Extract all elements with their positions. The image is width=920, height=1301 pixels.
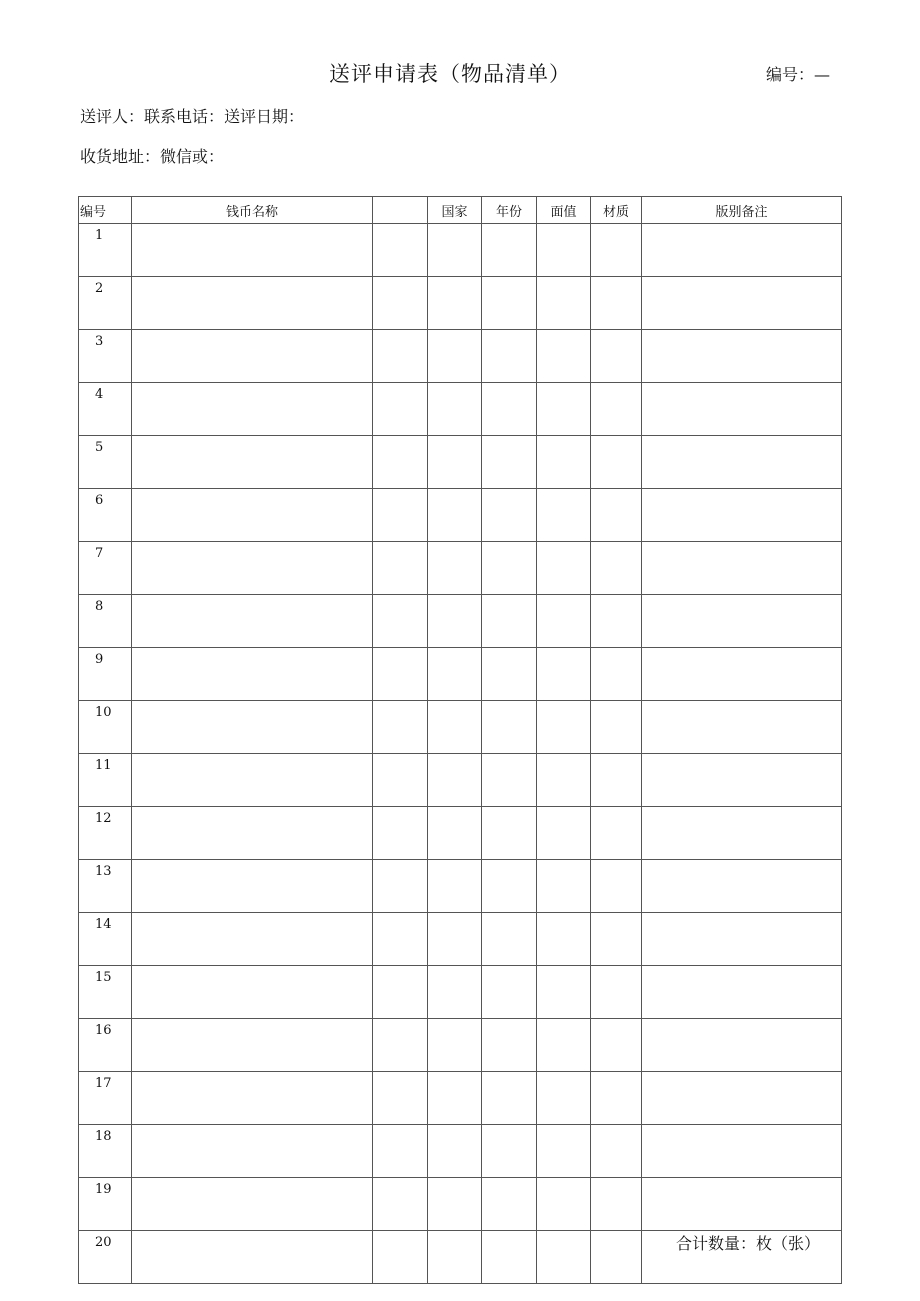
country-cell[interactable] xyxy=(428,489,482,542)
country-cell[interactable] xyxy=(428,1072,482,1125)
year-cell[interactable] xyxy=(482,1231,537,1284)
row-number-cell: 13 xyxy=(79,860,132,913)
denomination-cell[interactable] xyxy=(537,966,591,1019)
table-row xyxy=(79,1019,842,1072)
row-number-cell: 2 xyxy=(79,277,132,330)
denomination-cell[interactable] xyxy=(537,436,591,489)
country-cell[interactable] xyxy=(428,754,482,807)
variety-notes-cell[interactable] xyxy=(642,807,842,860)
material-cell[interactable] xyxy=(591,1178,642,1231)
material-cell[interactable] xyxy=(591,913,642,966)
denomination-cell[interactable] xyxy=(537,913,591,966)
blank-cell[interactable] xyxy=(373,224,428,277)
denomination-cell[interactable] xyxy=(537,807,591,860)
variety-notes-cell[interactable] xyxy=(642,1072,842,1125)
blank-cell[interactable] xyxy=(373,1072,428,1125)
year-cell[interactable] xyxy=(482,330,537,383)
country-cell[interactable] xyxy=(428,860,482,913)
coin-name-cell[interactable] xyxy=(132,595,373,648)
variety-notes-cell[interactable] xyxy=(642,383,842,436)
coin-name-cell[interactable] xyxy=(132,489,373,542)
coin-name-cell[interactable] xyxy=(132,277,373,330)
denomination-cell[interactable] xyxy=(537,754,591,807)
row-number-cell: 14 xyxy=(79,913,132,966)
coin-name-cell[interactable] xyxy=(132,701,373,754)
denomination-cell[interactable] xyxy=(537,330,591,383)
material-cell[interactable] xyxy=(591,860,642,913)
country-cell[interactable] xyxy=(428,1125,482,1178)
sender-info-line xyxy=(80,104,304,127)
blank-cell[interactable] xyxy=(373,913,428,966)
variety-notes-cell[interactable] xyxy=(642,330,842,383)
denomination-cell[interactable] xyxy=(537,224,591,277)
blank-cell[interactable] xyxy=(373,277,428,330)
variety-notes-cell[interactable] xyxy=(642,913,842,966)
material-cell[interactable] xyxy=(591,754,642,807)
row-number-cell: 10 xyxy=(79,701,132,754)
year-cell[interactable] xyxy=(482,489,537,542)
row-number-cell: 12 xyxy=(79,807,132,860)
row-number-cell: 11 xyxy=(79,754,132,807)
column-header-year: 年份 xyxy=(482,197,537,224)
blank-cell[interactable] xyxy=(373,542,428,595)
year-cell[interactable] xyxy=(482,966,537,1019)
page-title: 送评申请表（物品清单） xyxy=(329,62,571,86)
blank-cell[interactable] xyxy=(373,701,428,754)
blank-cell[interactable] xyxy=(373,489,428,542)
total-quantity-label: 合计数量：枚（张） xyxy=(676,1234,821,1253)
variety-notes-cell[interactable] xyxy=(642,1125,842,1178)
material-cell[interactable] xyxy=(591,277,642,330)
coin-name-cell[interactable] xyxy=(132,1019,373,1072)
blank-cell[interactable] xyxy=(373,383,428,436)
material-cell[interactable] xyxy=(591,807,642,860)
material-cell[interactable] xyxy=(591,595,642,648)
year-cell[interactable] xyxy=(482,277,537,330)
column-header-blank xyxy=(373,197,428,224)
variety-notes-cell[interactable] xyxy=(642,754,842,807)
material-cell[interactable] xyxy=(591,489,642,542)
year-cell[interactable] xyxy=(482,224,537,277)
denomination-cell[interactable] xyxy=(537,277,591,330)
address-info-line xyxy=(80,144,224,167)
row-number-cell: 8 xyxy=(79,595,132,648)
material-cell[interactable] xyxy=(591,648,642,701)
country-cell[interactable] xyxy=(428,277,482,330)
row-number-cell: 4 xyxy=(79,383,132,436)
table-row xyxy=(79,966,842,1019)
blank-cell[interactable] xyxy=(373,1019,428,1072)
table-row xyxy=(79,224,842,277)
blank-cell[interactable] xyxy=(373,807,428,860)
material-cell[interactable] xyxy=(591,701,642,754)
table-row xyxy=(79,1072,842,1125)
denomination-cell[interactable] xyxy=(537,1231,591,1284)
column-header-number: 编号 xyxy=(79,197,132,224)
column-header-material: 材质 xyxy=(591,197,642,224)
country-cell[interactable] xyxy=(428,330,482,383)
row-number-cell: 5 xyxy=(79,436,132,489)
row-number-cell: 18 xyxy=(79,1125,132,1178)
row-number-cell: 9 xyxy=(79,648,132,701)
table-row xyxy=(79,1178,842,1231)
denomination-cell[interactable] xyxy=(537,1178,591,1231)
country-cell[interactable] xyxy=(428,1178,482,1231)
denomination-cell[interactable] xyxy=(537,1072,591,1125)
country-cell[interactable] xyxy=(428,1019,482,1072)
material-cell[interactable] xyxy=(591,383,642,436)
table-row xyxy=(79,542,842,595)
row-number-cell: 19 xyxy=(79,1178,132,1231)
coin-name-cell[interactable] xyxy=(132,807,373,860)
year-cell[interactable] xyxy=(482,1178,537,1231)
country-cell[interactable] xyxy=(428,913,482,966)
material-cell[interactable] xyxy=(591,1019,642,1072)
material-cell[interactable] xyxy=(591,1231,642,1284)
coin-name-cell[interactable] xyxy=(132,966,373,1019)
serial-number-label: 编号：— xyxy=(766,65,831,84)
year-cell[interactable] xyxy=(482,754,537,807)
table-row xyxy=(79,383,842,436)
blank-cell[interactable] xyxy=(373,1231,428,1284)
denomination-cell[interactable] xyxy=(537,383,591,436)
blank-cell[interactable] xyxy=(373,595,428,648)
blank-cell[interactable] xyxy=(373,648,428,701)
sender-label: 送评人： xyxy=(80,107,145,126)
table-row xyxy=(79,913,842,966)
variety-notes-cell[interactable] xyxy=(642,1019,842,1072)
coin-name-cell[interactable] xyxy=(132,860,373,913)
variety-notes-cell[interactable] xyxy=(642,860,842,913)
country-cell[interactable] xyxy=(428,701,482,754)
coin-name-cell[interactable] xyxy=(132,1072,373,1125)
column-header-coin-name: 钱币名称 xyxy=(132,197,373,224)
coin-name-cell[interactable] xyxy=(132,648,373,701)
row-number-cell: 20 xyxy=(79,1231,132,1284)
material-cell[interactable] xyxy=(591,966,642,1019)
denomination-cell[interactable] xyxy=(537,1019,591,1072)
table-row xyxy=(79,860,842,913)
variety-notes-cell[interactable] xyxy=(642,489,842,542)
country-cell[interactable] xyxy=(428,595,482,648)
table-row xyxy=(79,436,842,489)
year-cell[interactable] xyxy=(482,436,537,489)
date-label: 送评日期： xyxy=(224,107,305,126)
material-cell[interactable] xyxy=(591,436,642,489)
variety-notes-cell[interactable] xyxy=(642,224,842,277)
variety-notes-cell[interactable] xyxy=(642,542,842,595)
year-cell[interactable] xyxy=(482,1125,537,1178)
year-cell[interactable] xyxy=(482,542,537,595)
table-row xyxy=(79,1125,842,1178)
blank-cell[interactable] xyxy=(373,1178,428,1231)
material-cell[interactable] xyxy=(591,1125,642,1178)
denomination-cell[interactable] xyxy=(537,648,591,701)
variety-notes-cell[interactable] xyxy=(642,648,842,701)
country-cell[interactable] xyxy=(428,224,482,277)
table-row xyxy=(79,754,842,807)
year-cell[interactable] xyxy=(482,913,537,966)
country-cell[interactable] xyxy=(428,966,482,1019)
coin-name-cell[interactable] xyxy=(132,913,373,966)
blank-cell[interactable] xyxy=(373,754,428,807)
denomination-cell[interactable] xyxy=(537,595,591,648)
row-number-cell: 1 xyxy=(79,224,132,277)
year-cell[interactable] xyxy=(482,383,537,436)
table-row xyxy=(79,595,842,648)
variety-notes-cell[interactable] xyxy=(642,436,842,489)
denomination-cell[interactable] xyxy=(537,542,591,595)
country-cell[interactable] xyxy=(428,542,482,595)
coin-name-cell[interactable] xyxy=(132,1125,373,1178)
country-cell[interactable] xyxy=(428,436,482,489)
blank-cell[interactable] xyxy=(373,966,428,1019)
coin-name-cell[interactable] xyxy=(132,436,373,489)
table-header-row xyxy=(79,197,842,224)
denomination-cell[interactable] xyxy=(537,860,591,913)
material-cell[interactable] xyxy=(591,542,642,595)
variety-notes-cell[interactable] xyxy=(642,1178,842,1231)
variety-notes-cell[interactable] xyxy=(642,966,842,1019)
country-cell[interactable] xyxy=(428,648,482,701)
address-label: 收货地址： xyxy=(80,147,161,166)
year-cell[interactable] xyxy=(482,1019,537,1072)
denomination-cell[interactable] xyxy=(537,1125,591,1178)
blank-cell[interactable] xyxy=(373,330,428,383)
wechat-label: 微信或： xyxy=(160,147,225,166)
phone-label: 联系电话： xyxy=(144,107,225,126)
country-cell[interactable] xyxy=(428,807,482,860)
row-number-cell: 15 xyxy=(79,966,132,1019)
coin-name-cell[interactable] xyxy=(132,542,373,595)
table-row xyxy=(79,701,842,754)
year-cell[interactable] xyxy=(482,860,537,913)
country-cell[interactable] xyxy=(428,1231,482,1284)
column-header-variety-notes: 版别备注 xyxy=(642,197,842,224)
variety-notes-cell[interactable] xyxy=(642,595,842,648)
country-cell[interactable] xyxy=(428,383,482,436)
table-row xyxy=(79,277,842,330)
material-cell[interactable] xyxy=(591,330,642,383)
row-number-cell: 17 xyxy=(79,1072,132,1125)
year-cell[interactable] xyxy=(482,701,537,754)
material-cell[interactable] xyxy=(591,1072,642,1125)
year-cell[interactable] xyxy=(482,807,537,860)
table-row xyxy=(79,330,842,383)
table-row xyxy=(79,489,842,542)
blank-cell[interactable] xyxy=(373,1125,428,1178)
coin-name-cell[interactable] xyxy=(132,383,373,436)
coin-name-cell[interactable] xyxy=(132,224,373,277)
denomination-cell[interactable] xyxy=(537,701,591,754)
table-row xyxy=(79,807,842,860)
variety-notes-cell[interactable] xyxy=(642,277,842,330)
coin-name-cell[interactable] xyxy=(132,330,373,383)
column-header-country: 国家 xyxy=(428,197,482,224)
material-cell[interactable] xyxy=(591,224,642,277)
variety-notes-cell[interactable] xyxy=(642,701,842,754)
row-number-cell: 3 xyxy=(79,330,132,383)
denomination-cell[interactable] xyxy=(537,489,591,542)
row-number-cell: 7 xyxy=(79,542,132,595)
item-list-table xyxy=(78,196,842,1284)
table-row xyxy=(79,648,842,701)
year-cell[interactable] xyxy=(482,648,537,701)
column-header-denomination: 面值 xyxy=(537,197,591,224)
blank-cell[interactable] xyxy=(373,436,428,489)
blank-cell[interactable] xyxy=(373,860,428,913)
year-cell[interactable] xyxy=(482,595,537,648)
coin-name-cell[interactable] xyxy=(132,754,373,807)
row-number-cell: 16 xyxy=(79,1019,132,1072)
row-number-cell: 6 xyxy=(79,489,132,542)
year-cell[interactable] xyxy=(482,1072,537,1125)
coin-name-cell[interactable] xyxy=(132,1178,373,1231)
coin-name-cell[interactable] xyxy=(132,1231,373,1284)
